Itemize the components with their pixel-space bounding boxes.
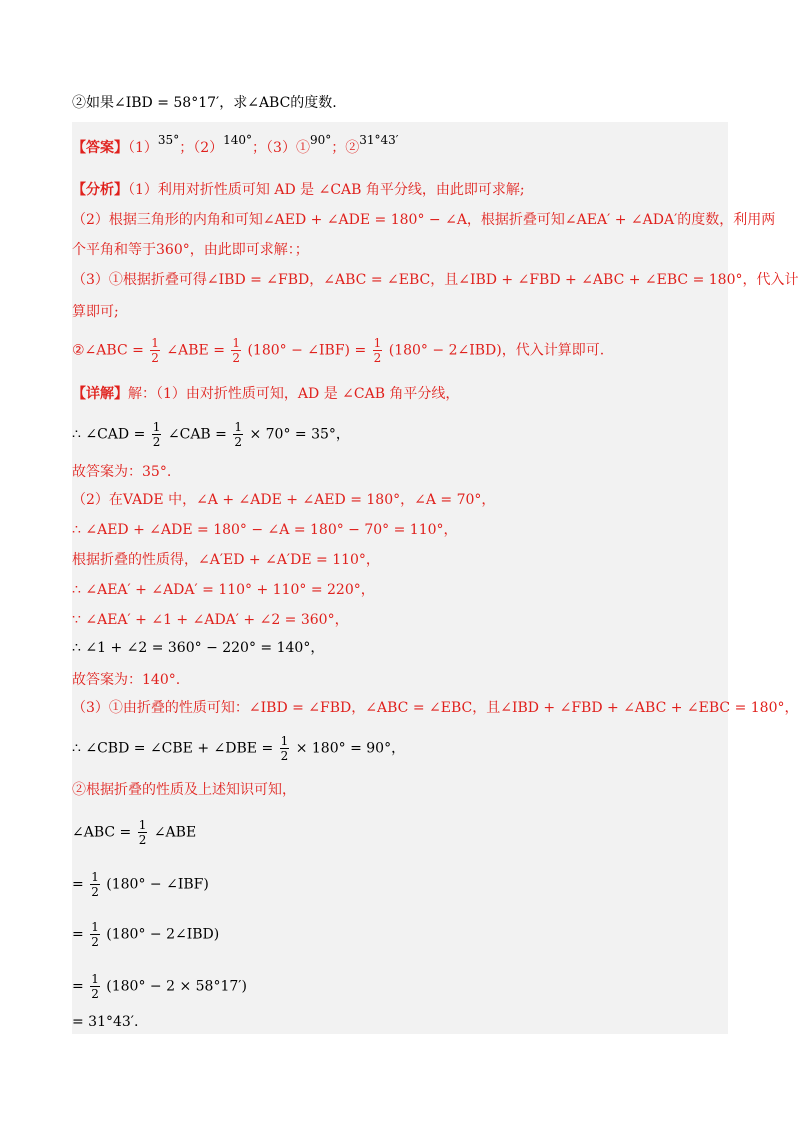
detail-15a: = xyxy=(72,876,84,893)
fraction-half xyxy=(280,734,290,763)
analysis-line-6 xyxy=(72,336,604,365)
answer-value-1: 35° xyxy=(157,133,180,147)
fraction-den: 2 xyxy=(151,351,159,365)
analysis-6b: ∠ABE = xyxy=(166,342,225,359)
detail-14a: ∠ABC = xyxy=(72,824,132,841)
fraction-num: 1 xyxy=(138,818,147,832)
fraction-den: 2 xyxy=(280,749,289,763)
analysis-line-5: 算即可; xyxy=(72,304,119,320)
answer-value-3: 90° xyxy=(309,133,332,147)
fraction-den: 2 xyxy=(232,351,241,365)
fraction-half xyxy=(150,336,160,365)
detail-line-12 xyxy=(72,734,405,763)
detail-12a: ∴ ∠CBD = ∠CBE + ∠DBE = xyxy=(72,740,274,757)
detail-16b: (180° − 2∠IBD) xyxy=(106,926,220,943)
detail-line-8: ∵ ∠AEA′ + ∠1 + ∠ADA′ + ∠2 = 360°， xyxy=(72,612,349,628)
detail-15b: (180° − ∠IBF) xyxy=(106,876,209,893)
detail-14b: ∠ABE xyxy=(153,824,197,841)
detail-line-7: ∴ ∠AEA′ + ∠ADA′ = 110° + 110° = 220°， xyxy=(72,582,375,598)
detail-16a: = xyxy=(72,926,84,943)
fraction-num: 1 xyxy=(151,336,159,350)
analysis-6c: (180° − ∠IBF) = xyxy=(247,342,367,359)
analysis-line-1 xyxy=(72,180,525,200)
fraction-num: 1 xyxy=(373,336,382,350)
detail-line-5: ∴ ∠AED + ∠ADE = 180° − ∠A = 180° − 70° = 110°， xyxy=(72,522,458,538)
answer-line xyxy=(72,133,399,158)
detail-line-16 xyxy=(72,920,219,949)
answer-part-2: ；（2） xyxy=(179,140,224,156)
detail-line-3: 故答案为：35°. xyxy=(72,464,172,480)
analysis-6d: (180° − 2∠IBD)，代入计算即可. xyxy=(388,342,605,359)
fraction-half xyxy=(373,336,383,365)
detail-2b: ∠CAB = xyxy=(167,426,227,443)
fraction-den: 2 xyxy=(152,435,161,449)
detail-line-6: 根据折叠的性质得，∠A′ED + ∠A′DE = 110°， xyxy=(72,552,380,568)
answer-value-4: 31°43′ xyxy=(359,133,399,147)
fraction-den: 2 xyxy=(91,987,99,1001)
answer-value-2: 140° xyxy=(223,133,253,147)
answer-part-4: ；② xyxy=(331,140,360,156)
detail-tag: 【详解】 xyxy=(72,386,128,402)
analysis-line-4: （3）①根据折叠可得∠IBD = ∠FBD，∠ABC = ∠EBC，且∠IBD + ∠FBD + ∠ABC + ∠EBC = 180°，代入计 xyxy=(72,272,799,288)
fraction-num: 1 xyxy=(152,420,161,434)
fraction-den: 2 xyxy=(91,935,99,949)
fraction-den: 2 xyxy=(234,435,242,449)
fraction-half xyxy=(152,420,162,449)
fraction-den: 2 xyxy=(138,833,147,847)
detail-line-10: 故答案为：140°. xyxy=(72,672,181,688)
fraction-num: 1 xyxy=(91,920,99,934)
detail-2a: ∴ ∠CAD = xyxy=(72,426,146,443)
analysis-line-2: （2）根据三角形的内角和可知∠AED + ∠ADE = 180° − ∠A，根据折叠可知∠AEA′ + ∠ADA′的度数，利用两 xyxy=(72,212,776,228)
detail-17b: (180° − 2 × 58°17′) xyxy=(106,978,247,995)
analysis-text-1: （1）利用对折性质可知 AD 是 ∠CAB 角平分线，由此即可求解; xyxy=(128,182,525,198)
analysis-line-3: 个平角和等于360°，由此即可求解：； xyxy=(72,242,309,258)
detail-line-14 xyxy=(72,818,196,847)
fraction-half xyxy=(138,818,148,847)
detail-line-1 xyxy=(72,384,459,404)
analysis-tag: 【分析】 xyxy=(72,182,128,198)
fraction-half xyxy=(90,920,100,949)
answer-tag: 【答案】 xyxy=(72,140,128,156)
fraction-half xyxy=(90,972,100,1001)
answer-part-1: （1） xyxy=(128,140,158,156)
detail-line-4: （2）在VADE 中，∠A + ∠ADE + ∠AED = 180°，∠A = 70°， xyxy=(72,492,496,508)
fraction-den: 2 xyxy=(373,351,382,365)
analysis-6a: ②∠ABC = xyxy=(72,342,144,359)
detail-12b: × 180° = 90°， xyxy=(295,740,406,757)
detail-text-1: 解：（1）由对折性质可知，AD 是 ∠CAB 角平分线， xyxy=(128,386,460,402)
detail-line-17 xyxy=(72,972,247,1001)
question-text: ②如果∠IBD = 58°17′，求∠ABC的度数. xyxy=(72,95,337,111)
fraction-num: 1 xyxy=(91,870,99,884)
detail-line-2 xyxy=(72,420,350,449)
fraction-half xyxy=(233,420,243,449)
detail-line-13: ②根据折叠的性质及上述知识可知， xyxy=(72,782,296,798)
detail-line-11: （3）①由折叠的性质可知：∠IBD = ∠FBD，∠ABC = ∠EBC，且∠IBD + ∠FBD + ∠ABC + ∠EBC = 180°， xyxy=(72,700,799,716)
detail-17a: = xyxy=(72,978,84,995)
fraction-half xyxy=(90,870,100,899)
fraction-num: 1 xyxy=(91,972,99,986)
fraction-num: 1 xyxy=(280,734,289,748)
fraction-num: 1 xyxy=(234,420,242,434)
detail-line-9: ∴ ∠1 + ∠2 = 360° − 220° = 140°， xyxy=(72,640,325,656)
answer-part-3: ；（3）① xyxy=(252,140,310,156)
fraction-den: 2 xyxy=(91,885,99,899)
detail-line-15 xyxy=(72,870,209,899)
fraction-num: 1 xyxy=(232,336,241,350)
detail-line-18: = 31°43′. xyxy=(72,1014,139,1030)
detail-2c: × 70° = 35°， xyxy=(249,426,350,443)
fraction-half xyxy=(231,336,241,365)
